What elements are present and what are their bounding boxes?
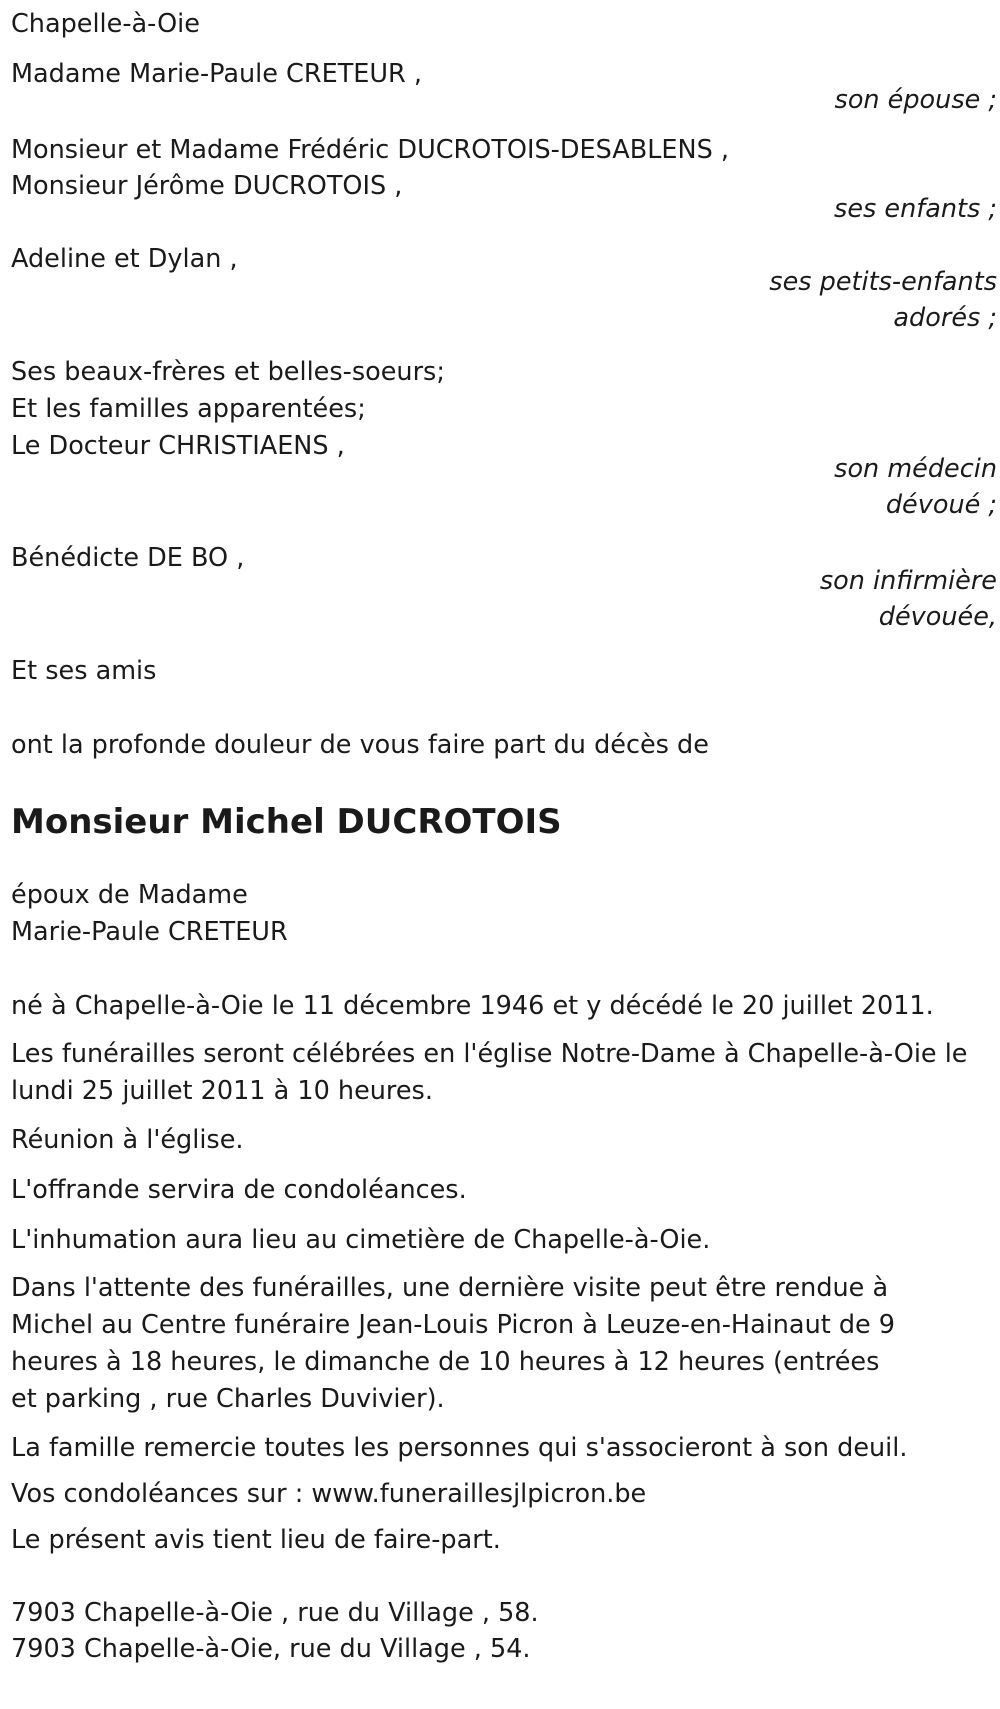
- burial-text: L'inhumation aura lieu au cimetière de Chapelle-à-Oie.: [11, 1225, 711, 1255]
- offering-text: L'offrande servira de condoléances.: [11, 1175, 467, 1205]
- spouse-line: époux de Madame: [11, 880, 248, 910]
- family-role: son infirmière: [819, 566, 997, 596]
- deceased-name: Monsieur Michel DUCROTOIS: [11, 802, 562, 842]
- family-name: Et les familles apparentées;: [11, 394, 366, 424]
- meeting-text: Réunion à l'église.: [11, 1125, 244, 1155]
- address-line: 7903 Chapelle-à-Oie, rue du Village , 54.: [11, 1634, 531, 1664]
- family-name: Adeline et Dylan ,: [11, 244, 238, 274]
- friends-line: Et ses amis: [11, 656, 157, 686]
- funeral-text: Les funérailles seront célébrées en l'église Notre-Dame à Chapelle-à-Oie le lundi 25 juillet 2011 à 10 heures.: [11, 1039, 968, 1106]
- family-name: Le Docteur CHRISTIAENS ,: [11, 431, 345, 461]
- family-role: son épouse ;: [834, 85, 997, 115]
- condolences-text: Vos condoléances sur : www.funeraillesjlpicron.be: [11, 1479, 647, 1509]
- address-line: 7903 Chapelle-à-Oie , rue du Village , 58.: [11, 1598, 539, 1628]
- birth-death-text: né à Chapelle-à-Oie le 11 décembre 1946 et y décédé le 20 juillet 2011.: [11, 991, 934, 1021]
- family-name: Monsieur Jérôme DUCROTOIS ,: [11, 171, 403, 201]
- family-group-spouse: [11, 54, 1000, 120]
- family-group-grandchildren: [11, 239, 1000, 338]
- family-role: ses petits-enfants: [769, 267, 997, 297]
- family-role: adorés ;: [893, 303, 997, 333]
- family-role: ses enfants ;: [834, 194, 997, 224]
- family-role: son médecin: [834, 454, 997, 484]
- family-group-relatives: [11, 352, 1000, 525]
- family-role: dévouée,: [878, 602, 997, 632]
- spouse-line: Marie-Paule CRETEUR: [11, 917, 288, 947]
- location-header: Chapelle-à-Oie: [11, 9, 200, 39]
- family-group-children: [11, 130, 1000, 229]
- family-role: dévoué ;: [885, 490, 997, 520]
- family-name: Monsieur et Madame Frédéric DUCROTOIS-DESABLENS ,: [11, 135, 730, 165]
- family-group-nurse: [11, 538, 1000, 637]
- thanks-text: La famille remercie toutes les personnes qui s'associeront à son deuil.: [11, 1433, 908, 1463]
- family-name: Madame Marie-Paule CRETEUR ,: [11, 59, 422, 89]
- notice-text: Le présent avis tient lieu de faire-part.: [11, 1525, 501, 1555]
- family-name: Ses beaux-frères et belles-soeurs;: [11, 357, 445, 387]
- announcement-text: ont la profonde douleur de vous faire part du décès de: [11, 730, 709, 760]
- visit-text: Dans l'attente des funérailles, une dernière visite peut être rendue à Michel au Centre funéraire Jean-Louis Picron à Leuze-en-Hainaut de 9 heures à 18 heures, le dimanche de 10 heures à 12 heures (entrées et parking , rue Charles Duvivier).: [11, 1273, 896, 1414]
- family-name: Bénédicte DE BO ,: [11, 543, 245, 573]
